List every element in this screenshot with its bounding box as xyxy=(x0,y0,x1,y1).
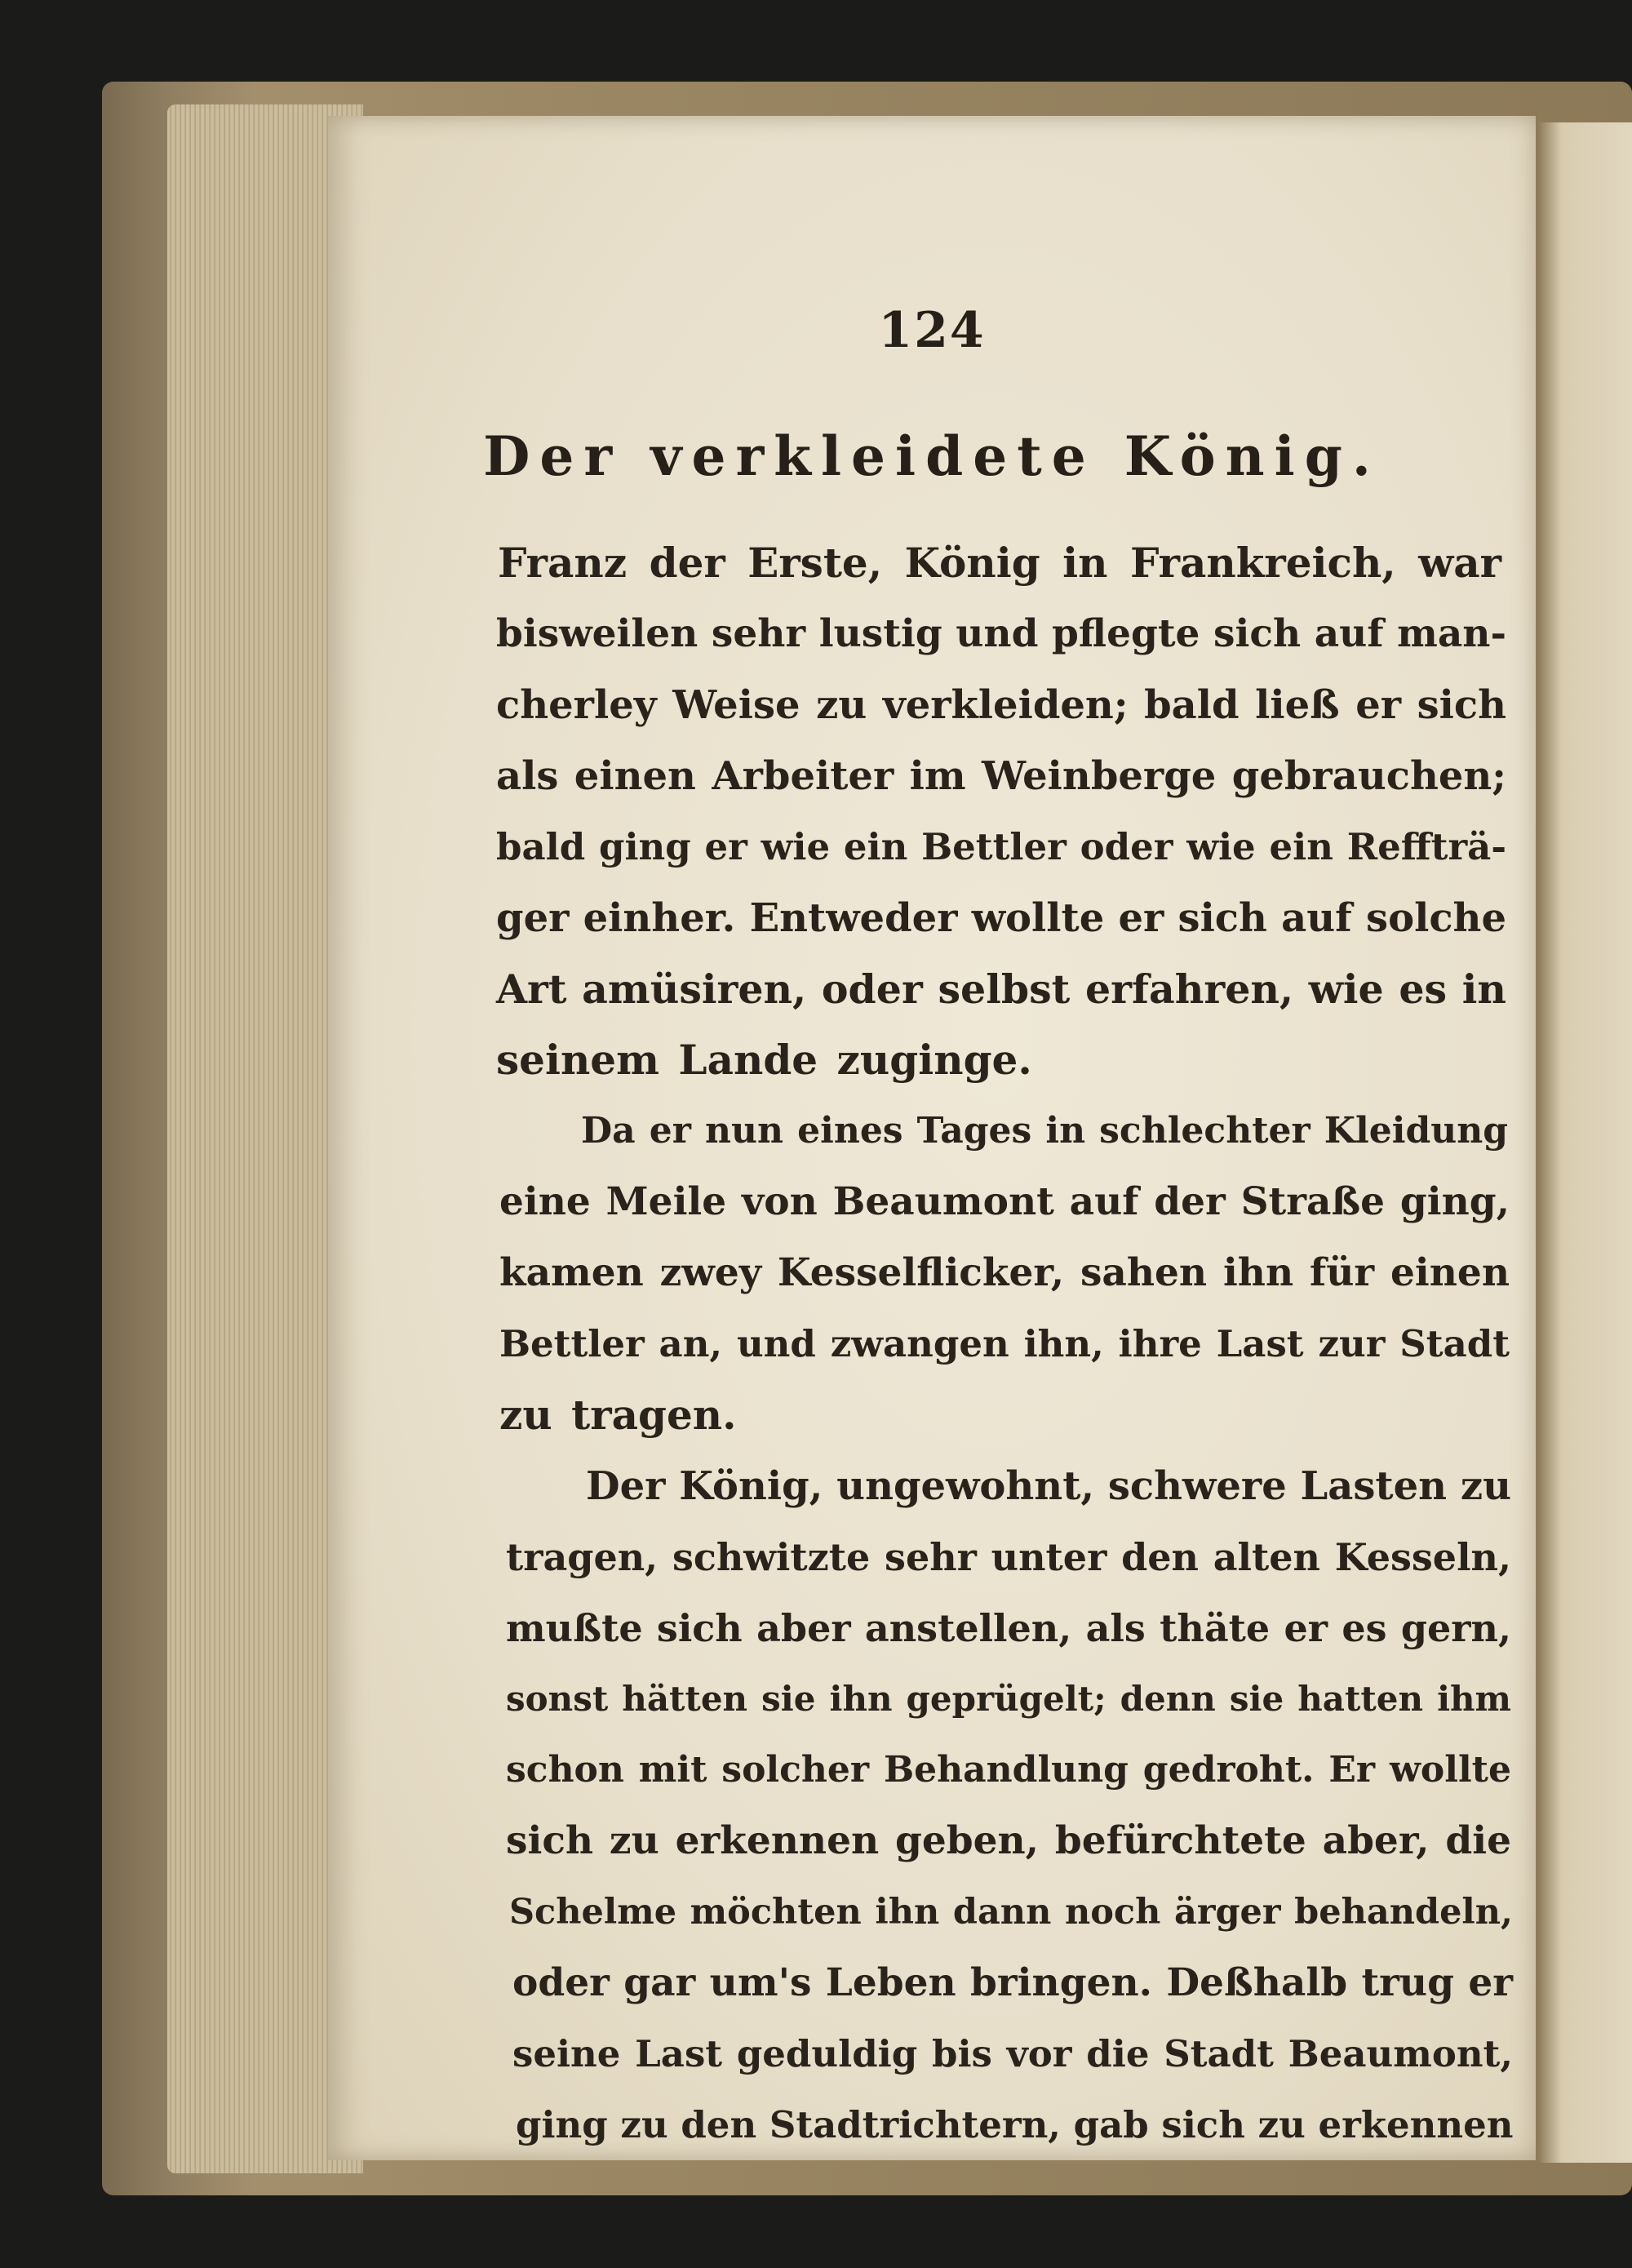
text-line: cherley Weise zu verkleiden; bald ließ er sich xyxy=(496,682,1506,728)
text-line: Da er nun eines Tages in schlechter Kleidung xyxy=(581,1110,1508,1152)
text-line: tragen, schwitzte sehr unter den alten Kesseln, xyxy=(506,1535,1511,1579)
text-line: bald ging er wie ein Bettler oder wie ein Reffträ- xyxy=(496,825,1506,868)
text-line: sonst hätten sie ihn geprügelt; denn sie hatten ihm xyxy=(506,1679,1511,1719)
text-line: ger einher. Entweder wollte er sich auf solche xyxy=(496,895,1506,941)
text-line: sich zu erkennen geben, befürchtete aber, die xyxy=(506,1818,1511,1863)
text-line: seinem Lande zuginge. xyxy=(496,1036,1032,1084)
text-line: zu tragen. xyxy=(499,1391,737,1439)
text-line: schon mit solcher Behandlung gedroht. Er wollte xyxy=(506,1749,1511,1791)
text-line: Franz der Erste, König in Frankreich, war xyxy=(498,539,1501,587)
text-line: eine Meile von Beaumont auf der Straße ging, xyxy=(499,1179,1510,1224)
text-line: ging zu den Stadtrichtern, gab sich zu erkennen xyxy=(516,2103,1514,2146)
page-number: 124 xyxy=(878,302,986,359)
text-line: seine Last geduldig bis vor die Stadt Beaumont, xyxy=(512,2032,1513,2075)
text-line: Der König, ungewohnt, schwere Lasten zu xyxy=(586,1463,1511,1509)
text-line: als einen Arbeiter im Weinberge gebrauchen; xyxy=(496,753,1506,799)
text-line: Bettler an, und zwangen ihn, ihre Last zur Stadt xyxy=(499,1322,1510,1365)
text-line: Art amüsiren, oder selbst erfahren, wie es in xyxy=(496,965,1506,1013)
text-line: Schelme möchten ihn dann noch ärger behandeln, xyxy=(509,1892,1513,1933)
story-title: Der verkleidete König. xyxy=(483,424,1381,488)
text-line: mußte sich aber anstellen, als thäte er es gern, xyxy=(506,1606,1511,1650)
text-line: kamen zwey Kesselflicker, sahen ihn für einen xyxy=(499,1250,1510,1295)
facing-page-edge xyxy=(1538,122,1632,2163)
text-line: bisweilen sehr lustig und pflegte sich auf man- xyxy=(496,611,1506,656)
text-line: oder gar um's Leben bringen. Deßhalb trug er xyxy=(512,1960,1513,2005)
